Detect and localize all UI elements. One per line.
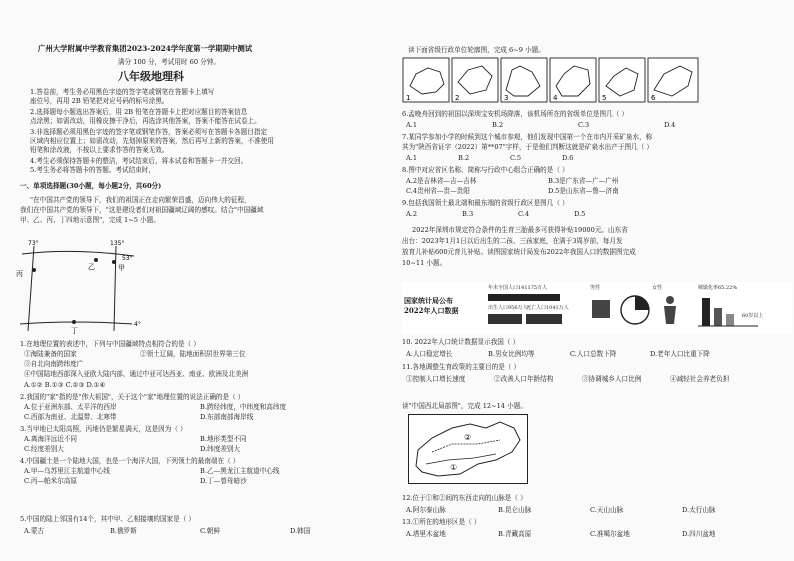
option: A.阿尔泰山脉: [406, 506, 446, 514]
passage-line: 2022年深圳市规定符合条件的生育三胎最多可获得补贴19000元。山东省: [412, 226, 628, 234]
point-label: 丙: [16, 270, 23, 278]
school-title: 广州大学附属中学教育集团2023-2024学年度第一学期期中测试: [38, 44, 253, 53]
option: B.3是广东省—广—广州: [548, 177, 619, 185]
option: ②领土辽阔，陆地面积居世界第三位: [140, 350, 246, 358]
map-num: 4: [553, 94, 558, 102]
option: C.天山山脉: [590, 506, 624, 514]
section-intro: "在中国共产党的领导下，我们的祖国正在走向繁荣昌盛，迈向伟大的征程，: [30, 196, 251, 204]
question-text: 11.各地调整生育政策的主要目的是（ ）: [402, 363, 521, 371]
question-text: 其为"陕西省证字（2022）第**07"字样，于是他们判断这就是矿泉水出产于图几（ ）: [402, 143, 653, 151]
option: B.昆仑山脉: [498, 506, 532, 514]
question-text: 6.孟晚舟回到的祖国以深圳宝安机场降落，该机场所在的省级单位是图几（ ）: [402, 110, 628, 118]
option: D.东部南部海岸线: [200, 413, 254, 421]
question-text: 9.包括我国领土最北端和最东端的省级行政区是图几（ ）: [402, 199, 569, 207]
map-num: 1: [406, 94, 411, 102]
option: C.4: [518, 210, 530, 218]
option: A.位于亚洲东部、太平洋的西岸: [24, 403, 117, 411]
option: D.老年人口比重下降: [650, 350, 710, 358]
lat-label: 53°: [122, 255, 133, 262]
option: B.2: [458, 154, 470, 162]
total-pop: 年末全国人口141175万人: [488, 285, 548, 291]
point-label: 丁: [71, 327, 78, 335]
map-intro: 读"中国西北局部图"，完成 12~14 小题。: [402, 402, 527, 410]
option: B.地形类型不同: [200, 435, 247, 443]
option: A.蒙古: [24, 527, 45, 535]
option: A.2是吉林省—吉—吉林: [406, 177, 477, 185]
option: A.塔里木盆地: [406, 530, 446, 538]
subject-title: 八年级地理科: [118, 70, 184, 83]
option: D.太行山脉: [682, 506, 716, 514]
lon-label: 73°: [28, 240, 39, 247]
option: A.1: [406, 154, 418, 162]
option: D.韩国: [290, 527, 311, 535]
option: D.4: [664, 121, 676, 129]
lat-label: 4°: [134, 321, 141, 328]
question-text: 4.中国疆土是一个陆地大国，也是一个海洋大国，下列领土的最南端在（ ）: [20, 457, 240, 465]
map-num: 5: [602, 94, 607, 102]
infographic-title: 国家统计局公布: [404, 296, 453, 305]
dead-bar: [526, 314, 562, 324]
option: C.人口总数下降: [570, 350, 617, 358]
option: C.5: [510, 154, 522, 162]
question-text: 5.中国的陆上邻国有14个，其中甲、乙相接壤的国家是（ ）: [20, 515, 196, 523]
infographic-title: 2022年人口数据: [404, 306, 459, 315]
northwest-china-map: [408, 414, 528, 484]
option: A.1: [406, 121, 418, 129]
sex-ratio: 女性: [652, 285, 663, 291]
region-label: ②: [464, 433, 472, 442]
question-text: 8.图中对应省区名称、简称与行政中心组合正确的是（ ）: [402, 166, 569, 174]
option: ③自北向南跨纬度广: [24, 360, 84, 368]
section-intro: 我们在中国共产党的领导下，"这是建设者们对祖国疆域辽阔的感叹。结合"中国疆域: [20, 206, 264, 214]
option: D.5是山东省—鲁—济南: [548, 187, 619, 195]
map-num: 6: [651, 94, 656, 102]
section-title: 一、单项选择题(30小题，每小题2分，共60分): [20, 182, 162, 190]
option: C.西部为南亚、北温带、北寒带: [24, 413, 117, 421]
passage-line: 10~11 小题。: [402, 259, 447, 267]
born-pop: 出生人口956万人: [488, 305, 528, 311]
question-text: 10. 2022年人口统计数据显示我国（ ）: [402, 338, 520, 346]
passage-line: 出台：2023年1月1日以后出生的二孩、三孩家庭，在满于3周岁前，每月发: [402, 237, 623, 245]
question-text: 1.在地理位置的表述中，下列与中国疆域特点相符合的是（ ）: [20, 340, 200, 348]
option: B.3: [462, 210, 474, 218]
option: C.朝鲜: [200, 527, 221, 535]
pop-bar: [488, 294, 560, 301]
option: B.乙—黑龙江主航道中心线: [200, 467, 280, 475]
population-infographic: [402, 282, 792, 334]
passage-line: 放育儿补贴600元育儿补贴。读图国家统计局发布2022年我国人口的数据图完成: [402, 248, 636, 256]
option: A.2: [406, 210, 418, 218]
question-text: 2.我国的"家"指的是"伟大祖国"，关于这个"家"地理位置的说法正确的是（ ）: [20, 393, 245, 401]
question-text: 3.当甲地已太阳高照，丙地仍是繁星满天，这是因为（ ）: [20, 425, 187, 433]
option: ④中国陆地西部深入亚欧大陆内部，通过中亚可达西亚、南亚、欧洲及北美洲: [24, 370, 249, 378]
option: C.3: [578, 121, 590, 129]
option: A.离海洋远近不同: [24, 435, 78, 443]
option: B.2: [492, 121, 504, 129]
note-line: 座位号，再用 2B 铅笔把对应号码的标号涂黑。: [30, 97, 169, 105]
age-bars: [698, 292, 788, 330]
option: C.丙—帕米尔高原: [24, 477, 78, 485]
option: B.跨经纬度，中纬度和高纬度: [200, 403, 287, 411]
question-text: 13.①所在的地形区是（ ）: [402, 518, 481, 526]
option: D.纬度差别大: [200, 445, 241, 453]
question-text: 12.位于①和②间的东西走向的山脉是（ ）: [402, 494, 527, 502]
aged-label: 60岁以上: [742, 313, 764, 319]
option: D.5: [574, 210, 586, 218]
born-bar: [488, 314, 522, 324]
option: ①控制人口增长速度: [406, 375, 466, 383]
option: A.人口稳定增长: [406, 350, 453, 358]
section-intro: 甲、乙、丙、丁四地示意图"，完成 1~5 小题。: [20, 216, 160, 224]
map-num: 3: [504, 94, 509, 102]
province-outlines: [402, 56, 702, 106]
sex-ratio-icons: [590, 292, 680, 330]
option: ④减轻社会养老负担: [670, 375, 730, 383]
note-line: 铅笔和涂改液，不按以上要求作答的答案无效。: [30, 146, 169, 154]
note-line: 区域内相应位置上；如需改动，先划掉原来的答案，然后再写上新的答案，不准使用: [30, 137, 274, 145]
note-line: 1.答卷前，考生务必用黑色字迹的签字笔或钢笔在答题卡上填写: [30, 88, 215, 96]
option: ①海陆兼备的国家: [24, 350, 77, 358]
option-row: A.①② B.①③ C.②③ D.①④: [24, 381, 106, 389]
option: D.丁—曾母暗沙: [200, 477, 247, 485]
option: B.男女比例均等: [488, 350, 535, 358]
lon-label: 135°: [110, 240, 125, 247]
note-line: 4.考生必须保持答题卡的整洁，考试结束后，将本试卷和答题卡一并交回。: [30, 157, 248, 165]
option: ②改善人口年龄结构: [494, 375, 554, 383]
option: D.四川盆地: [682, 530, 716, 538]
dead-pop: 死亡人口1041万人: [526, 305, 569, 311]
right-column: [400, 0, 794, 561]
note-line: 点涂黑；如需改动，用橡皮擦干净后，再选涂其他答案，答案不能答在试卷上。: [30, 117, 261, 125]
score-time: 满分 100 分，考试用时 60 分钟。: [118, 58, 220, 66]
question-text: 7.某同学参加小学的时候到这个城市参观，他们发现中国第一个在市内开采矿泉水，称: [402, 133, 653, 141]
region-label: ①: [450, 463, 458, 472]
option: C.准噶尔盆地: [590, 530, 630, 538]
note-line: 3.非选择题必须用黑色字迹的签字笔或钢笔作答，答案必须写在答题卡各题目指定: [30, 128, 268, 136]
sex-ratio: 男性: [590, 285, 601, 291]
option: C.经度差别大: [24, 445, 64, 453]
map-intro: 读下面省级行政单位轮廓图，完成 6~9 小题。: [408, 46, 545, 54]
option: B.俄罗斯: [110, 527, 137, 535]
note-line: 5.考生务必将答题卡的答题。考试结束时，: [30, 166, 155, 174]
note-line: 2.选择题每小题选出答案后，用 2B 铅笔在答题卡上把对应题目的答案信息: [30, 108, 248, 116]
option: ③协调城乡人口比例: [582, 375, 642, 383]
map-num: 2: [455, 94, 460, 102]
option: A.甲—乌苏里江主航道中心线: [24, 467, 110, 475]
option: C.4贵州省—贵—贵阳: [406, 187, 470, 195]
option: B.青藏高原: [498, 530, 532, 538]
urban-rate: 城镇化率65.22%: [698, 285, 738, 291]
point-label: 乙: [88, 263, 95, 271]
china-extent-map: [14, 236, 164, 336]
option: D.6: [562, 154, 574, 162]
point-label: 甲: [118, 264, 125, 272]
